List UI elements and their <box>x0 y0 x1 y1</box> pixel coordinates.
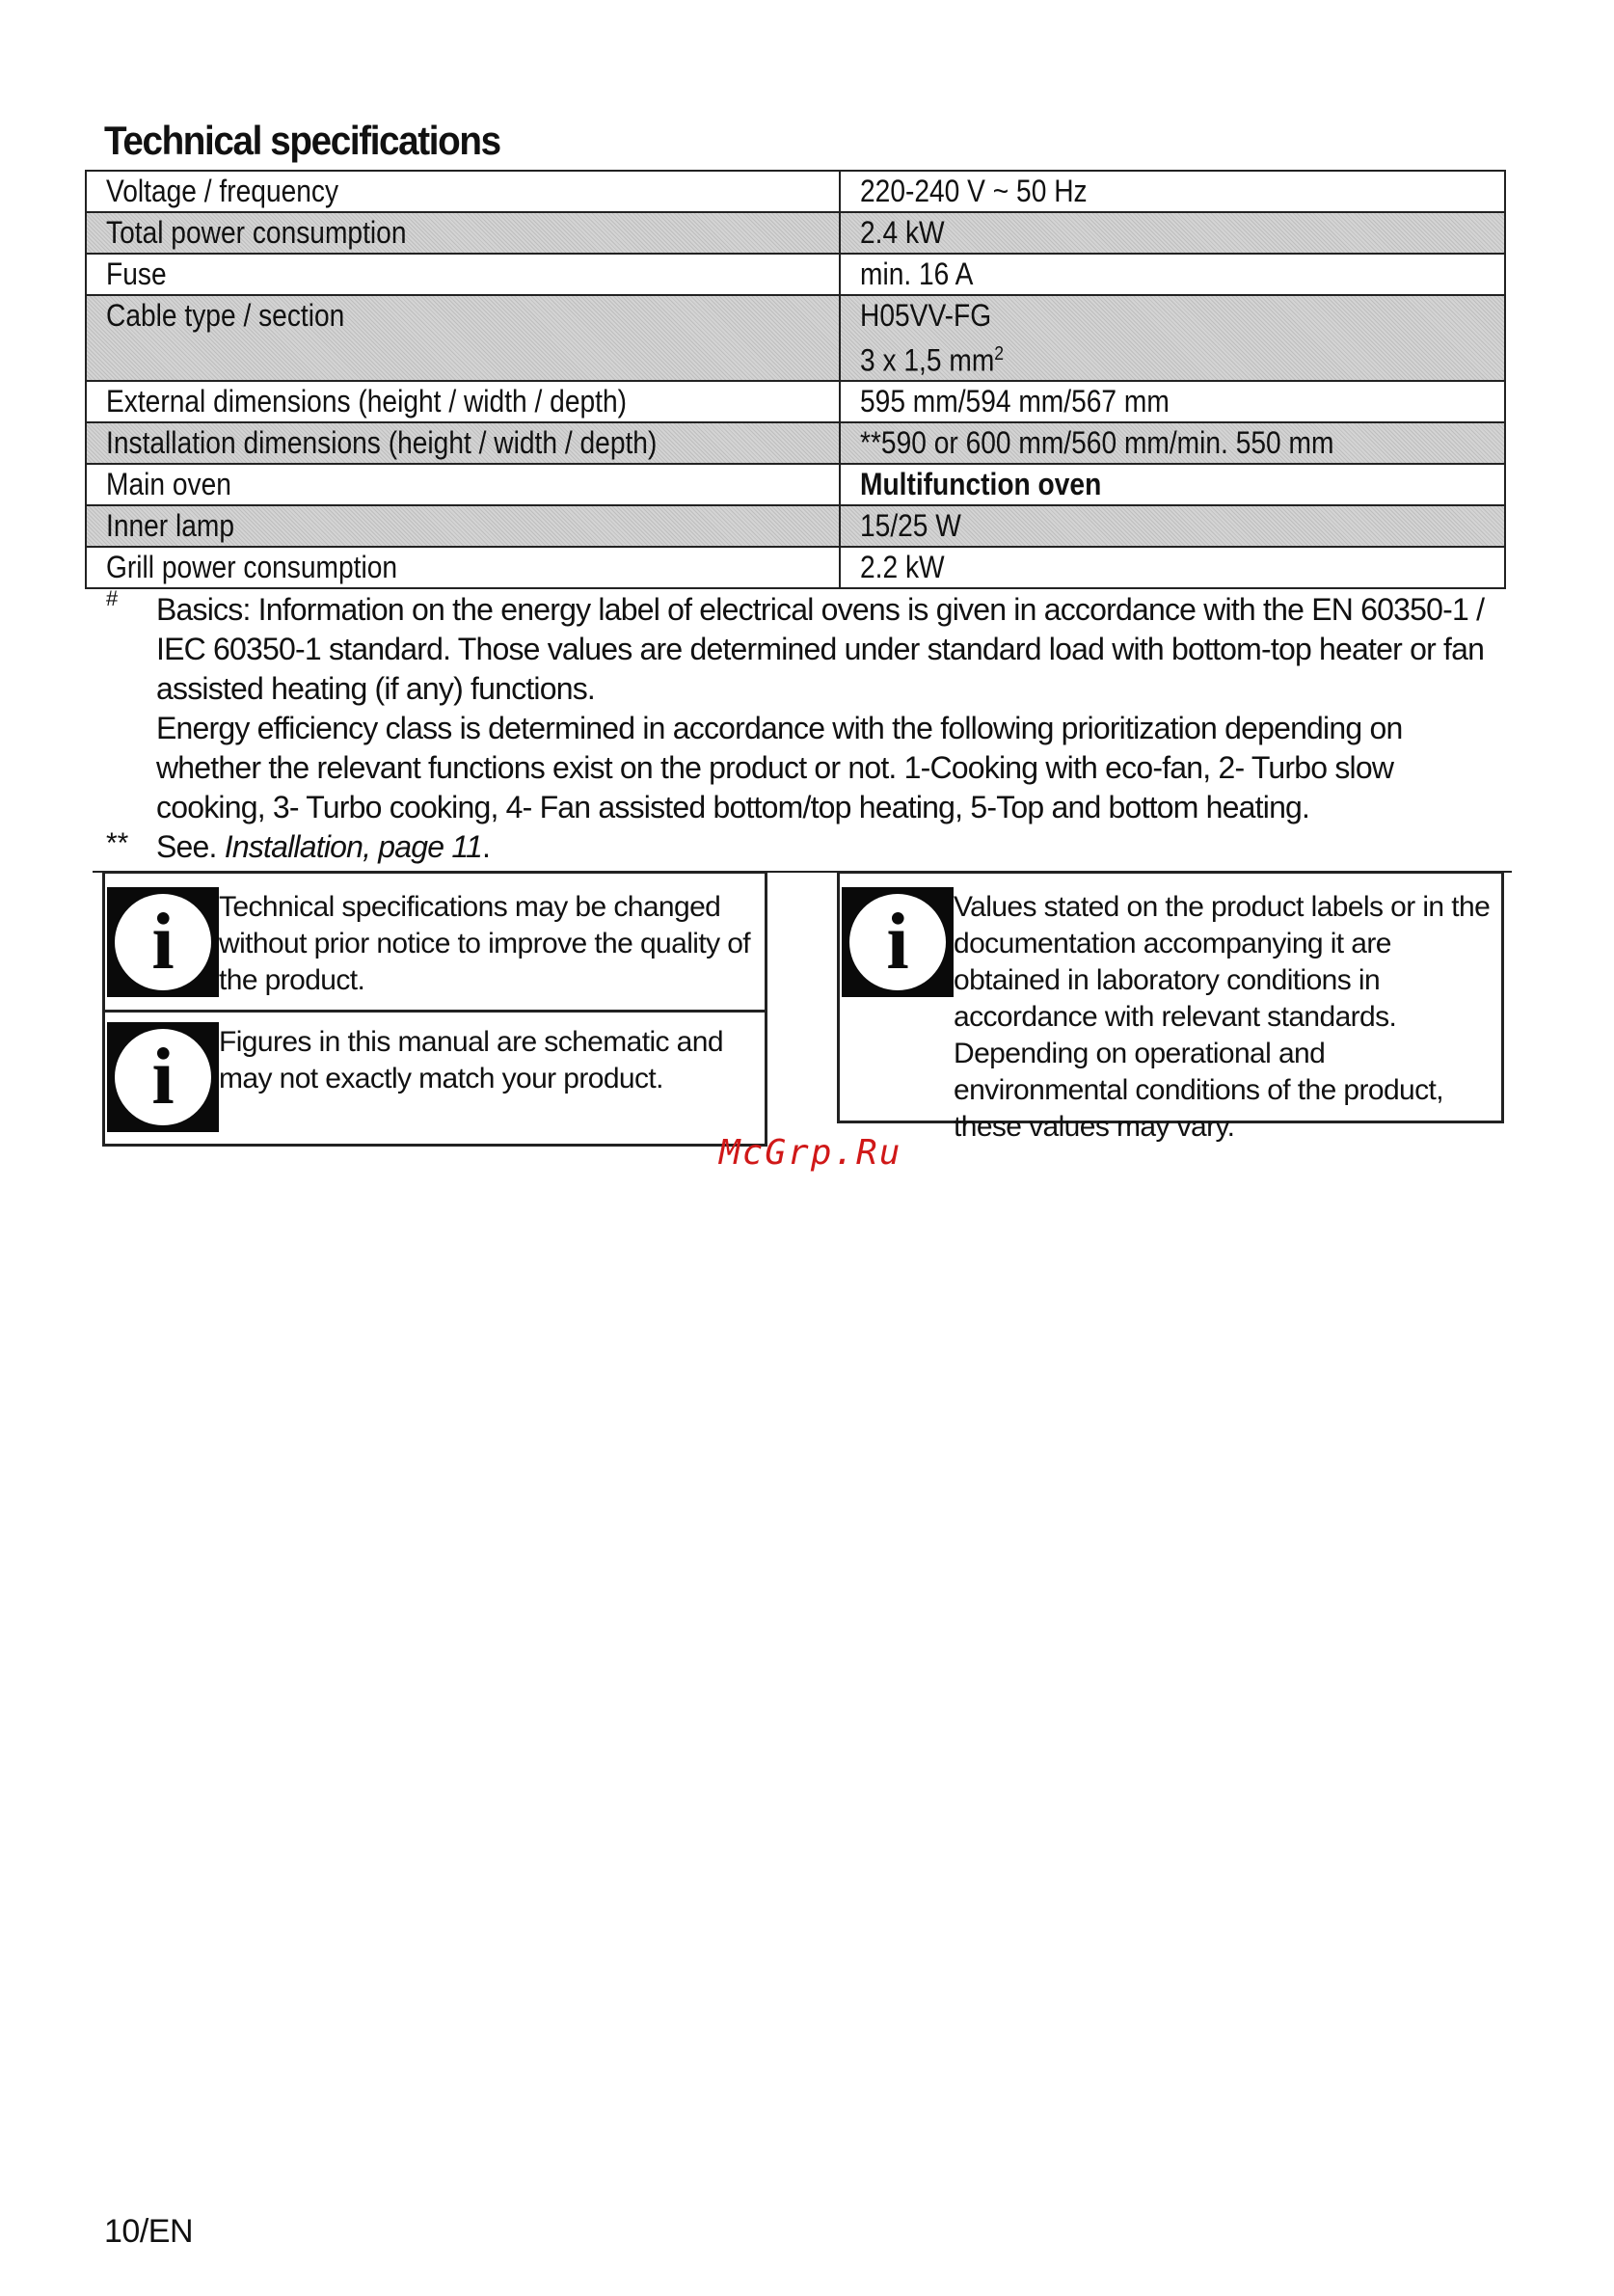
spec-value: 2.4 kW <box>860 215 945 250</box>
installation-page-link[interactable]: Installation, page 11 <box>224 829 482 864</box>
footnote-hash-mark: # <box>106 586 119 610</box>
spec-label: Voltage / frequency <box>106 174 339 208</box>
spec-value: Multifunction oven <box>860 466 1102 501</box>
divider <box>105 1010 765 1013</box>
footnote-paragraph: Energy efficiency class is determined in accordance with the following prioritization depending on whether the relevant functions exist on the product or not. 1-Cooking with eco-fan, 2- Turbo slow cooking, 3- Turbo cooking, 4- Fan assisted bottom/top heating, 5-Top and bottom heating. <box>156 711 1403 824</box>
table-row <box>86 547 1505 588</box>
spec-value-text: 3 x 1,5 mm <box>860 342 995 378</box>
spec-value: 595 mm/594 mm/567 mm <box>860 383 1170 419</box>
superscript: 2 <box>994 343 1005 365</box>
info-text: Technical specifications may be changed without prior notice to improve the quality of the product. <box>219 891 751 996</box>
spec-value: H05VV-FG <box>860 298 992 333</box>
spec-value: 15/25 W <box>860 507 961 543</box>
spec-label: Grill power consumption <box>106 549 398 584</box>
table-row <box>86 171 1505 212</box>
page-number: 10/EN <box>104 2213 193 2250</box>
spec-table <box>85 170 1506 589</box>
info-text: Figures in this manual are schematic and may not exactly match your product. <box>219 1026 723 1094</box>
footnote-text: . <box>482 829 491 864</box>
footnote-paragraph: Basics: Information on the energy label of electrical ovens is given in accordance with the EN 60350-1 / IEC 60350-1 standard. Those values are determined under standard load with bottom-top heater or fan assisted heating (if any) functions. <box>156 592 1485 706</box>
spec-label: Fuse <box>106 257 167 291</box>
footnote-star-mark: ** <box>106 827 129 859</box>
spec-value: **590 or 600 mm/560 mm/min. 550 mm <box>860 424 1334 460</box>
page-title: Technical specifications <box>104 118 500 163</box>
info-icon: i <box>842 887 954 997</box>
spec-label: External dimensions (height / width / depth) <box>106 383 628 419</box>
spec-value: 2.2 kW <box>860 549 945 584</box>
table-row <box>86 381 1505 422</box>
info-box-left <box>102 871 767 1147</box>
info-text: Values stated on the product labels or in the documentation accompanying it are obtained in laboratory conditions in accordance with relevant standards. Depending on operational and environmental conditions of the product, these values may vary. <box>954 891 1491 1143</box>
footnote-text: See. <box>156 829 225 864</box>
spec-label: Total power consumption <box>106 215 407 250</box>
table-row <box>86 212 1505 254</box>
spec-label: Installation dimensions (height / width / depth) <box>106 424 658 460</box>
spec-value: 220-240 V ~ 50 Hz <box>860 174 1088 208</box>
table-row <box>86 295 1505 381</box>
spec-label: Main oven <box>106 466 231 501</box>
table-row <box>86 464 1505 505</box>
info-icon: i <box>107 887 219 997</box>
spec-label: Inner lamp <box>106 507 235 543</box>
footnote-star <box>156 827 1506 867</box>
table-row <box>86 254 1505 295</box>
footnote-hash <box>156 590 1506 827</box>
info-box-right <box>837 871 1504 1143</box>
watermark: McGrp.Ru <box>719 1133 902 1173</box>
spec-value: min. 16 A <box>860 257 974 291</box>
spec-value-line2 <box>860 335 1004 380</box>
spec-label: Cable type / section <box>106 298 345 333</box>
table-row <box>86 505 1505 547</box>
table-row <box>86 422 1505 464</box>
info-icon: i <box>107 1022 219 1132</box>
